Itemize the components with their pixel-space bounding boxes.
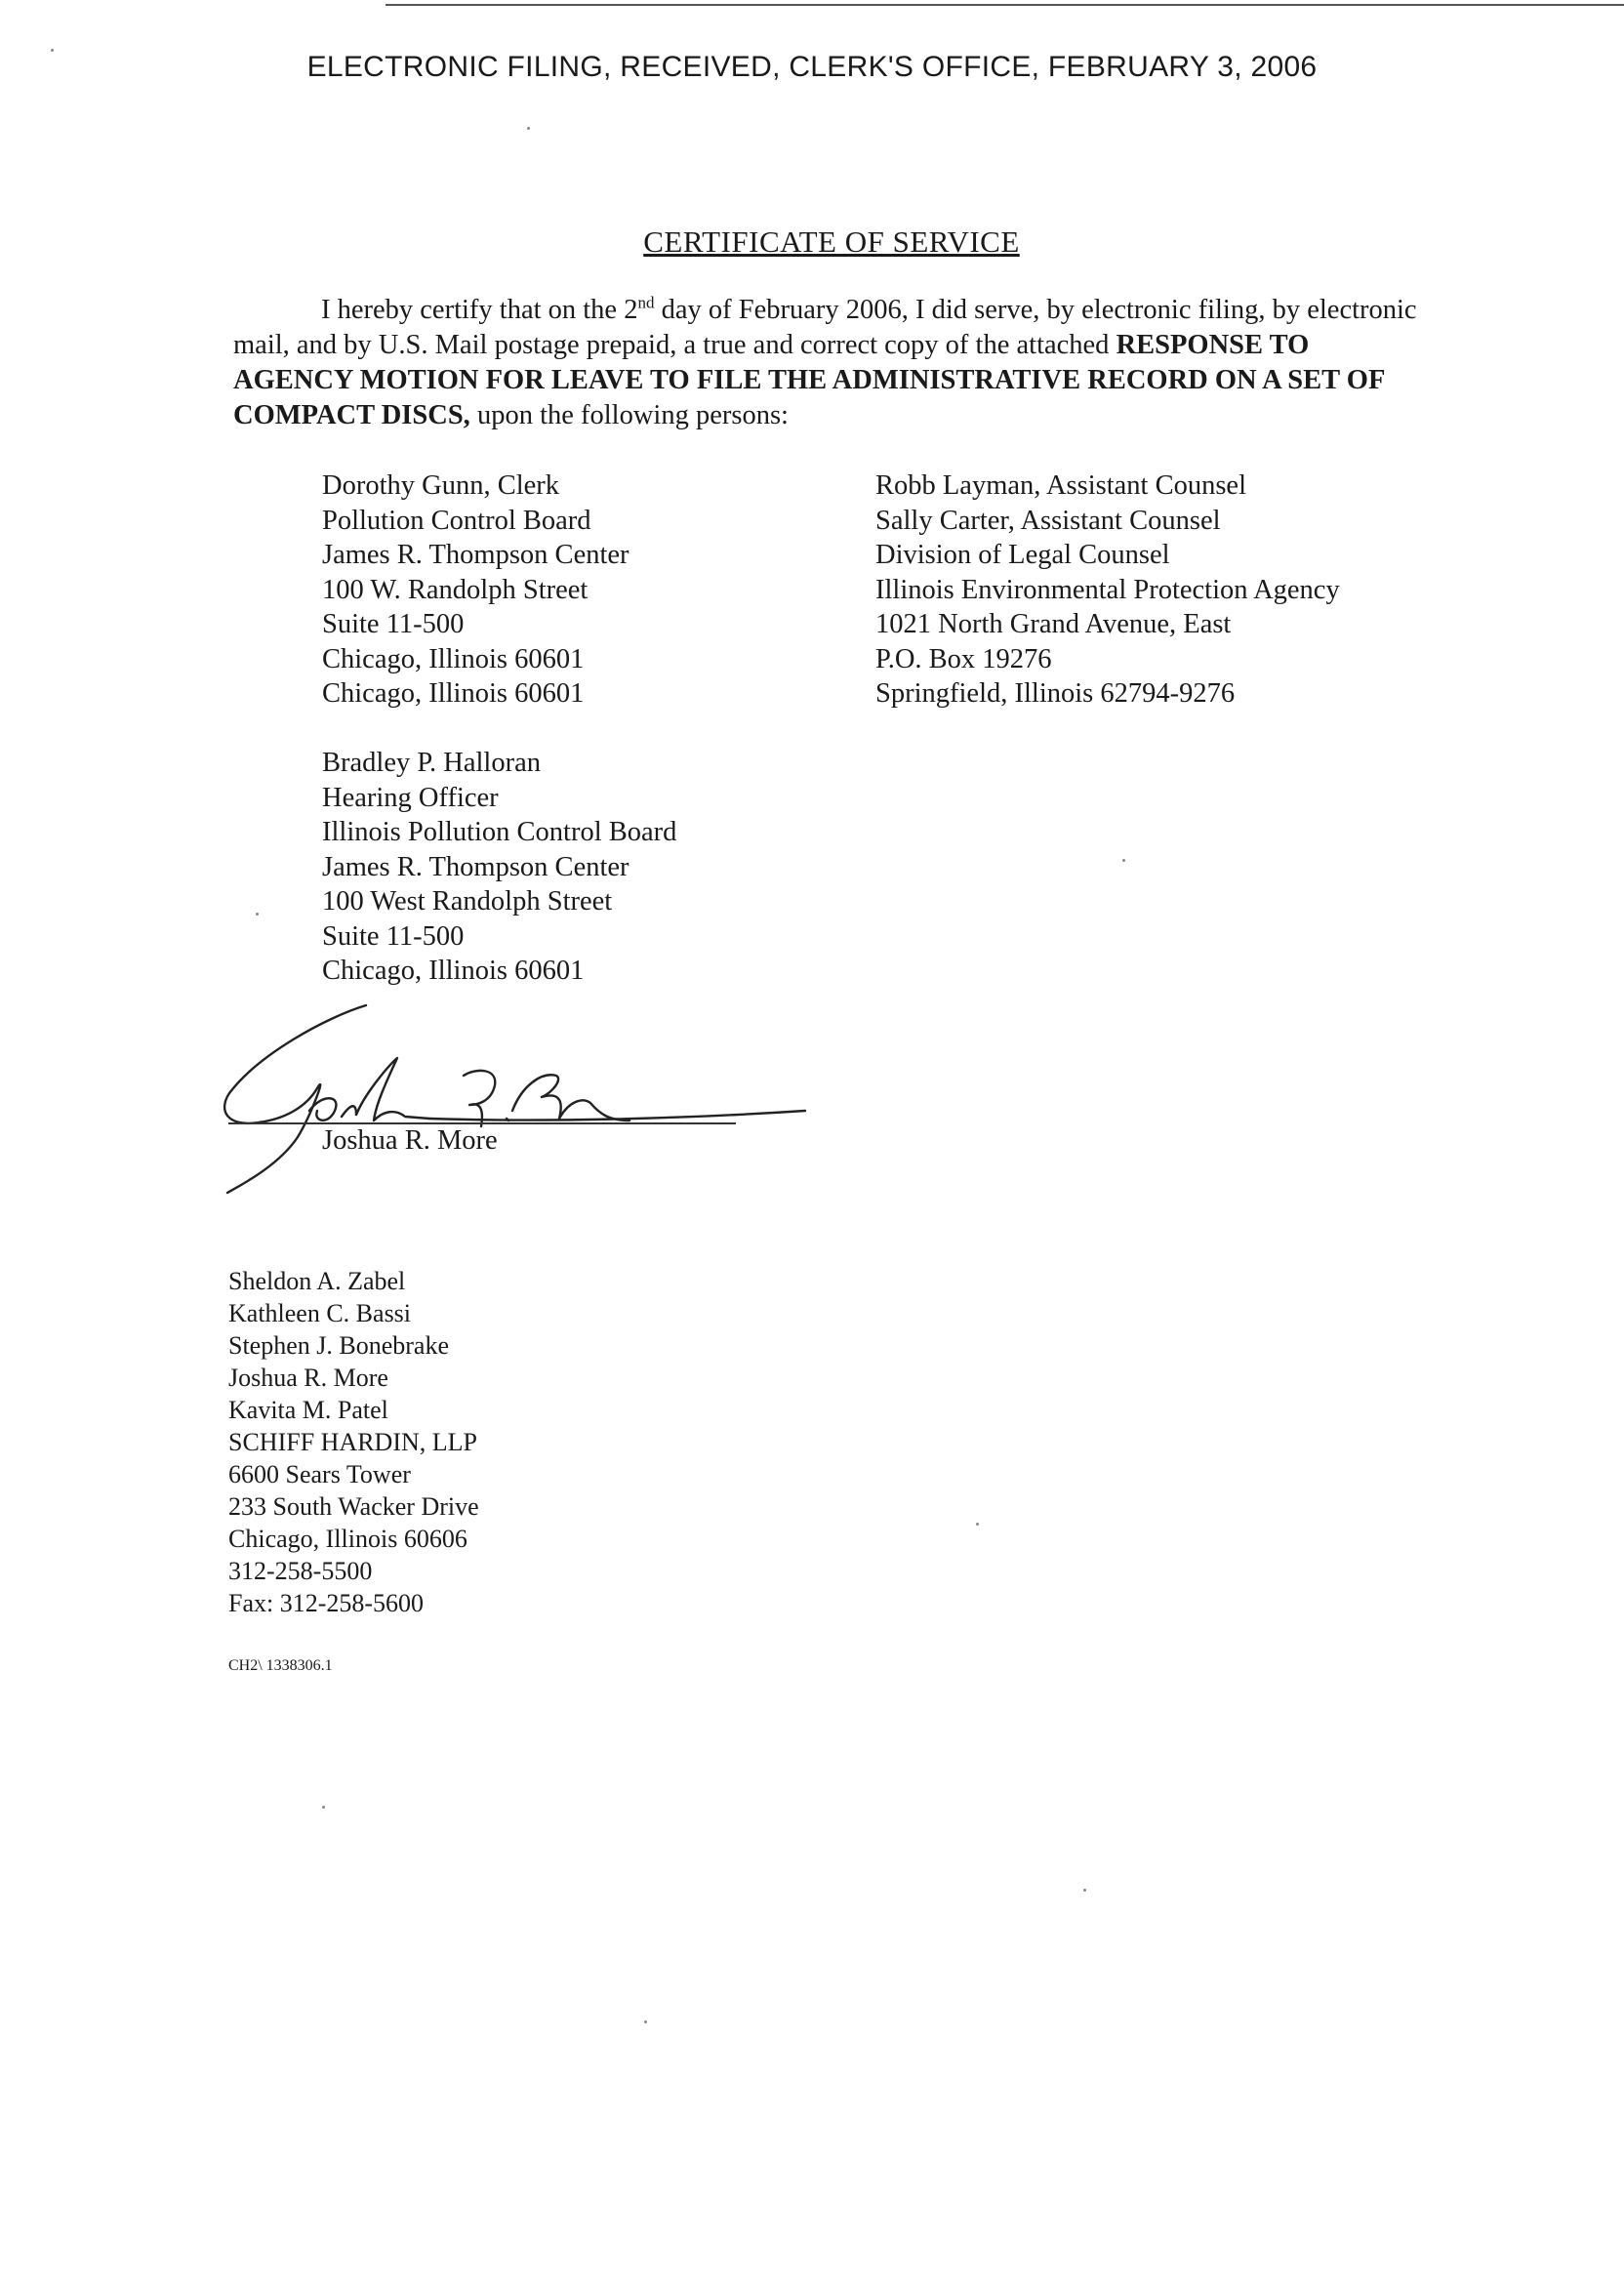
- certification-paragraph: [233, 293, 1434, 433]
- scan-speck: [644, 2020, 647, 2023]
- firm-line: 312-258-5500: [228, 1557, 373, 1585]
- para-part1: I hereby certify that on the 2: [321, 295, 638, 325]
- scan-speck: [1083, 1889, 1086, 1892]
- address-line: 100 West Randolph Street: [322, 886, 613, 917]
- address-line: 1021 North Grand Avenue, East: [875, 609, 1232, 639]
- scan-speck: [527, 127, 530, 130]
- address-line: Illinois Pollution Control Board: [322, 817, 677, 847]
- address-line: Bradley P. Halloran: [322, 748, 541, 778]
- address-line: Pollution Control Board: [322, 505, 591, 536]
- signature-image: [220, 996, 825, 1205]
- recipient-clerk-address: [322, 469, 629, 712]
- firm-line: Chicago, Illinois 60606: [228, 1525, 467, 1553]
- scan-speck: [256, 913, 259, 916]
- address-line: Dorothy Gunn, Clerk: [322, 470, 560, 501]
- address-line: James R. Thompson Center: [322, 851, 629, 882]
- para-superscript: nd: [637, 293, 655, 312]
- firm-line: 6600 Sears Tower: [228, 1460, 411, 1488]
- law-firm-block: [228, 1265, 479, 1619]
- scan-speck: [976, 1523, 979, 1526]
- address-line: Chicago, Illinois 60601: [322, 678, 585, 709]
- firm-line: Kavita M. Patel: [228, 1396, 388, 1424]
- document-title-bold: RESPONSE TO AGENCY MOTION FOR LEAVE TO FILE THE ADMINISTRATIVE RECORD ON A SET OF COMPACT DISCS,: [233, 330, 1385, 430]
- address-line: Sally Carter, Assistant Counsel: [875, 505, 1221, 536]
- scan-edge-line: [386, 4, 1624, 6]
- firm-line: Kathleen C. Bassi: [228, 1299, 412, 1327]
- firm-line: Stephen J. Bonebrake: [228, 1331, 450, 1360]
- address-line: P.O. Box 19276: [875, 643, 1052, 674]
- firm-line: 233 South Wacker Drive: [228, 1492, 479, 1521]
- address-line: Springfield, Illinois 62794-9276: [875, 678, 1236, 709]
- address-line: 100 W. Randolph Street: [322, 574, 589, 605]
- scan-speck: [51, 49, 54, 52]
- address-line: Hearing Officer: [322, 782, 499, 813]
- firm-line: Sheldon A. Zabel: [228, 1267, 406, 1295]
- signer-name: Joshua R. More: [322, 1125, 498, 1156]
- address-line: Chicago, Illinois 60601: [322, 956, 585, 986]
- recipient-iepa-address: [875, 469, 1340, 712]
- address-line: James R. Thompson Center: [322, 540, 629, 570]
- firm-line: SCHIFF HARDIN, LLP: [228, 1428, 477, 1456]
- scan-speck: [322, 1806, 325, 1809]
- filing-stamp: ELECTRONIC FILING, RECEIVED, CLERK'S OFFICE, FEBRUARY 3, 2006: [306, 51, 1318, 83]
- address-line: Chicago, Illinois 60601: [322, 643, 585, 674]
- firm-line: Fax: 312-258-5600: [228, 1589, 425, 1617]
- firm-line: Joshua R. More: [228, 1364, 388, 1392]
- recipient-hearing-officer-address: [322, 746, 676, 989]
- address-line: Suite 11-500: [322, 920, 465, 952]
- scan-speck: [1122, 859, 1125, 862]
- address-line: Suite 11-500: [322, 609, 465, 639]
- page-title: CERTIFICATE OF SERVICE: [643, 224, 1020, 259]
- address-line: Division of Legal Counsel: [875, 540, 1170, 570]
- address-line: Illinois Environmental Protection Agency: [875, 574, 1340, 605]
- para-part2: day of February 2006, I did serve, by electronic filing, by electronic mail, and by U.S. Mail postage prepaid, a true and correct copy of the attached: [233, 295, 1417, 360]
- para-part3: upon the following persons:: [469, 400, 789, 430]
- document-id: CH2\ 1338306.1: [228, 1657, 333, 1674]
- signature-line: [228, 1122, 736, 1124]
- address-line: Robb Layman, Assistant Counsel: [875, 470, 1246, 501]
